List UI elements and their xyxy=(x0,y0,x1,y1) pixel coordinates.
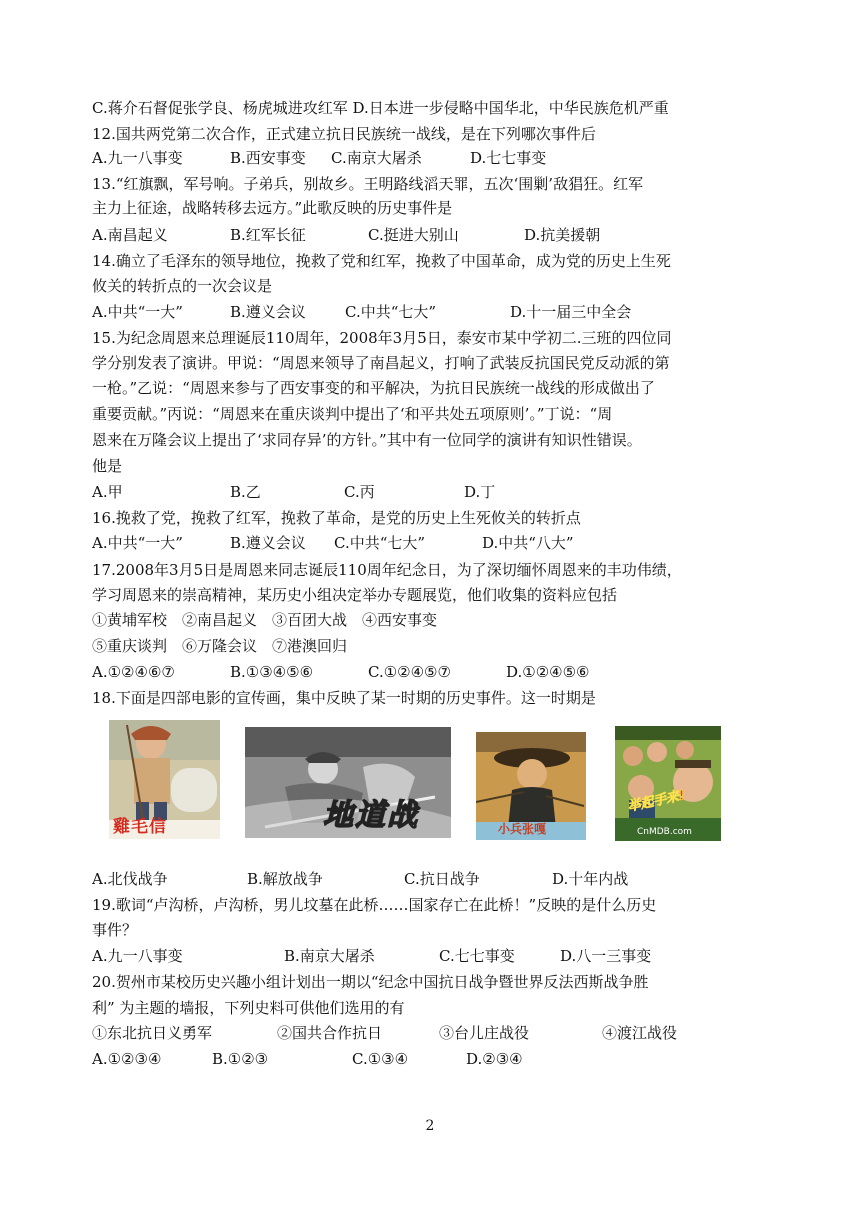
q15-option-c: C.丙 xyxy=(344,483,375,501)
q15-stem-line5: 恩来在万隆会议上提出了‘求同存异’的方针。”其中有一位同学的演讲有知识性错误。 xyxy=(92,431,642,449)
q18-option-c: C.抗日战争 xyxy=(404,870,480,888)
poster-jimaoxin xyxy=(109,720,220,839)
q13-option-d: D.抗美援朝 xyxy=(524,226,601,244)
q12-option-a: A.九一八事变 xyxy=(92,149,183,167)
poster-xiaobingzhangga-title: 小兵张嘎 xyxy=(498,822,547,836)
poster-didaozhan xyxy=(245,727,451,838)
q19-option-d: D.八一三事变 xyxy=(560,947,652,965)
q12-stem: 12.国共两党第二次合作，正式建立抗日民族统一战线，是在下列哪次事件后 xyxy=(92,125,596,143)
q19-option-c: C.七七事变 xyxy=(439,947,515,965)
q13-stem-line1: 13.“红旗飘，军号响。子弟兵，别故乡。王明路线滔天罪，五次‘围剿’敌猖狂。红军 xyxy=(92,175,644,193)
q11-options-continued: C.蒋介石督促张学良、杨虎城进攻红军 D.日本进一步侵略中国华北，中华民族危机严重 xyxy=(92,99,669,117)
q13-option-c: C.挺进大别山 xyxy=(368,226,459,244)
q16-option-b: B.遵义会议 xyxy=(230,534,306,552)
q17-stem-line1: 17.2008年3月5日是周恩来同志诞辰110周年纪念日，为了深切缅怀周恩来的丰功伟绩， xyxy=(92,561,682,579)
q15-stem-line4: 重要贡献。”丙说：“周恩来在重庆谈判中提出了‘和平共处五项原则’。”丁说：“周 xyxy=(92,405,613,423)
poster-juqishoulai xyxy=(615,726,721,841)
q16-stem: 16.挽救了党，挽救了红军，挽救了革命，是党的历史上生死攸关的转折点 xyxy=(92,509,581,527)
q20-item-1: ①东北抗日义勇军 xyxy=(92,1024,213,1042)
q17-items-line1: ①黄埔军校 ②南昌起义 ③百团大战 ④西安事变 xyxy=(92,611,438,629)
q20-option-d: D.②③④ xyxy=(466,1050,523,1068)
q17-option-c: C.①②④⑤⑦ xyxy=(368,663,451,681)
q15-stem-line2: 学分别发表了演讲。甲说：“周恩来领导了南昌起义，打响了武装反抗国民党反动派的第 xyxy=(92,354,670,372)
q20-option-c: C.①③④ xyxy=(352,1050,409,1068)
q20-option-b: B.①②③ xyxy=(212,1050,269,1068)
q19-option-a: A.九一八事变 xyxy=(92,947,183,965)
q16-option-c: C.中共“七大” xyxy=(334,534,426,552)
q19-stem-line1: 19.歌词“卢沟桥，卢沟桥，男儿坟墓在此桥……国家存亡在此桥！”反映的是什么历史 xyxy=(92,896,657,914)
page-number: 2 xyxy=(425,1118,435,1134)
q13-option-b: B.红军长征 xyxy=(230,226,306,244)
q13-option-a: A.南昌起义 xyxy=(92,226,168,244)
q17-option-d: D.①②④⑤⑥ xyxy=(506,663,590,681)
q15-option-b: B.乙 xyxy=(230,483,261,501)
q19-stem-line2: 事件？ xyxy=(92,921,138,939)
q20-stem-line2: 利” 为主题的墙报，下列史料可供他们选用的有 xyxy=(92,999,405,1017)
q12-option-b: B.西安事变 xyxy=(230,149,306,167)
q12-option-c: C.南京大屠杀 xyxy=(331,149,422,167)
q19-option-b: B.南京大屠杀 xyxy=(284,947,375,965)
q14-option-c: C.中共“七大” xyxy=(345,303,437,321)
q18-option-b: B.解放战争 xyxy=(247,870,323,888)
q20-option-a: A.①②③④ xyxy=(92,1050,162,1068)
q15-option-d: D.丁 xyxy=(464,483,496,501)
q14-option-d: D.十一届三中全会 xyxy=(510,303,632,321)
q14-option-a: A.中共“一大” xyxy=(92,303,183,321)
q12-option-d: D.七七事变 xyxy=(470,149,547,167)
poster-didaozhan-title: 地道战 xyxy=(323,798,419,833)
poster-xiaobingzhangga xyxy=(476,732,586,840)
poster-juqishoulai-title: 举起手来! xyxy=(626,788,687,815)
q15-stem-line3: 一枪。”乙说：“周恩来参与了西安事变的和平解决，为抗日民族统一战线的形成做出了 xyxy=(92,379,655,397)
q18-option-a: A.北伐战争 xyxy=(92,870,168,888)
q18-option-d: D.十年内战 xyxy=(552,870,629,888)
q17-stem-line2: 学习周恩来的崇高精神，某历史小组决定举办专题展览，他们收集的资料应包括 xyxy=(92,586,618,604)
q18-stem: 18.下面是四部电影的宣传画，集中反映了某一时期的历史事件。这一时期是 xyxy=(92,689,596,707)
poster-juqishoulai-art xyxy=(615,726,721,841)
q17-option-a: A.①②④⑥⑦ xyxy=(92,663,175,681)
q17-option-b: B.①③④⑤⑥ xyxy=(230,663,314,681)
q16-option-a: A.中共“一大” xyxy=(92,534,183,552)
q20-item-4: ④渡江战役 xyxy=(602,1024,678,1042)
q17-items-line2: ⑤重庆谈判 ⑥万隆会议 ⑦港澳回归 xyxy=(92,637,348,655)
q15-stem-line1: 15.为纪念周恩来总理诞辰110周年，2008年3月5日，泰安市某中学初二.三班的四位同 xyxy=(92,329,672,347)
q15-stem-line6: 他是 xyxy=(92,457,123,475)
q18-posters xyxy=(0,718,860,844)
poster-juqishoulai-site: CnMDB.com xyxy=(637,827,692,837)
q20-stem-line1: 20.贺州市某校历史兴趣小组计划出一期以“纪念中国抗日战争暨世界反法西斯战争胜 xyxy=(92,973,649,991)
q16-option-d: D.中共“八大” xyxy=(482,534,574,552)
q15-option-a: A.甲 xyxy=(92,483,123,501)
q14-stem-line2: 攸关的转折点的一次会议是 xyxy=(92,277,273,295)
q14-stem-line1: 14.确立了毛泽东的领导地位，挽救了党和红军，挽救了中国革命，成为党的历史上生死 xyxy=(92,252,671,270)
poster-jimaoxin-title: 雞毛信 xyxy=(113,817,167,837)
q20-item-3: ③台儿庄战役 xyxy=(439,1024,530,1042)
q14-option-b: B.遵义会议 xyxy=(230,303,306,321)
q20-item-2: ②国共合作抗日 xyxy=(277,1024,383,1042)
q13-stem-line2: 主力上征途，战略转移去远方。”此歌反映的历史事件是 xyxy=(92,199,453,217)
